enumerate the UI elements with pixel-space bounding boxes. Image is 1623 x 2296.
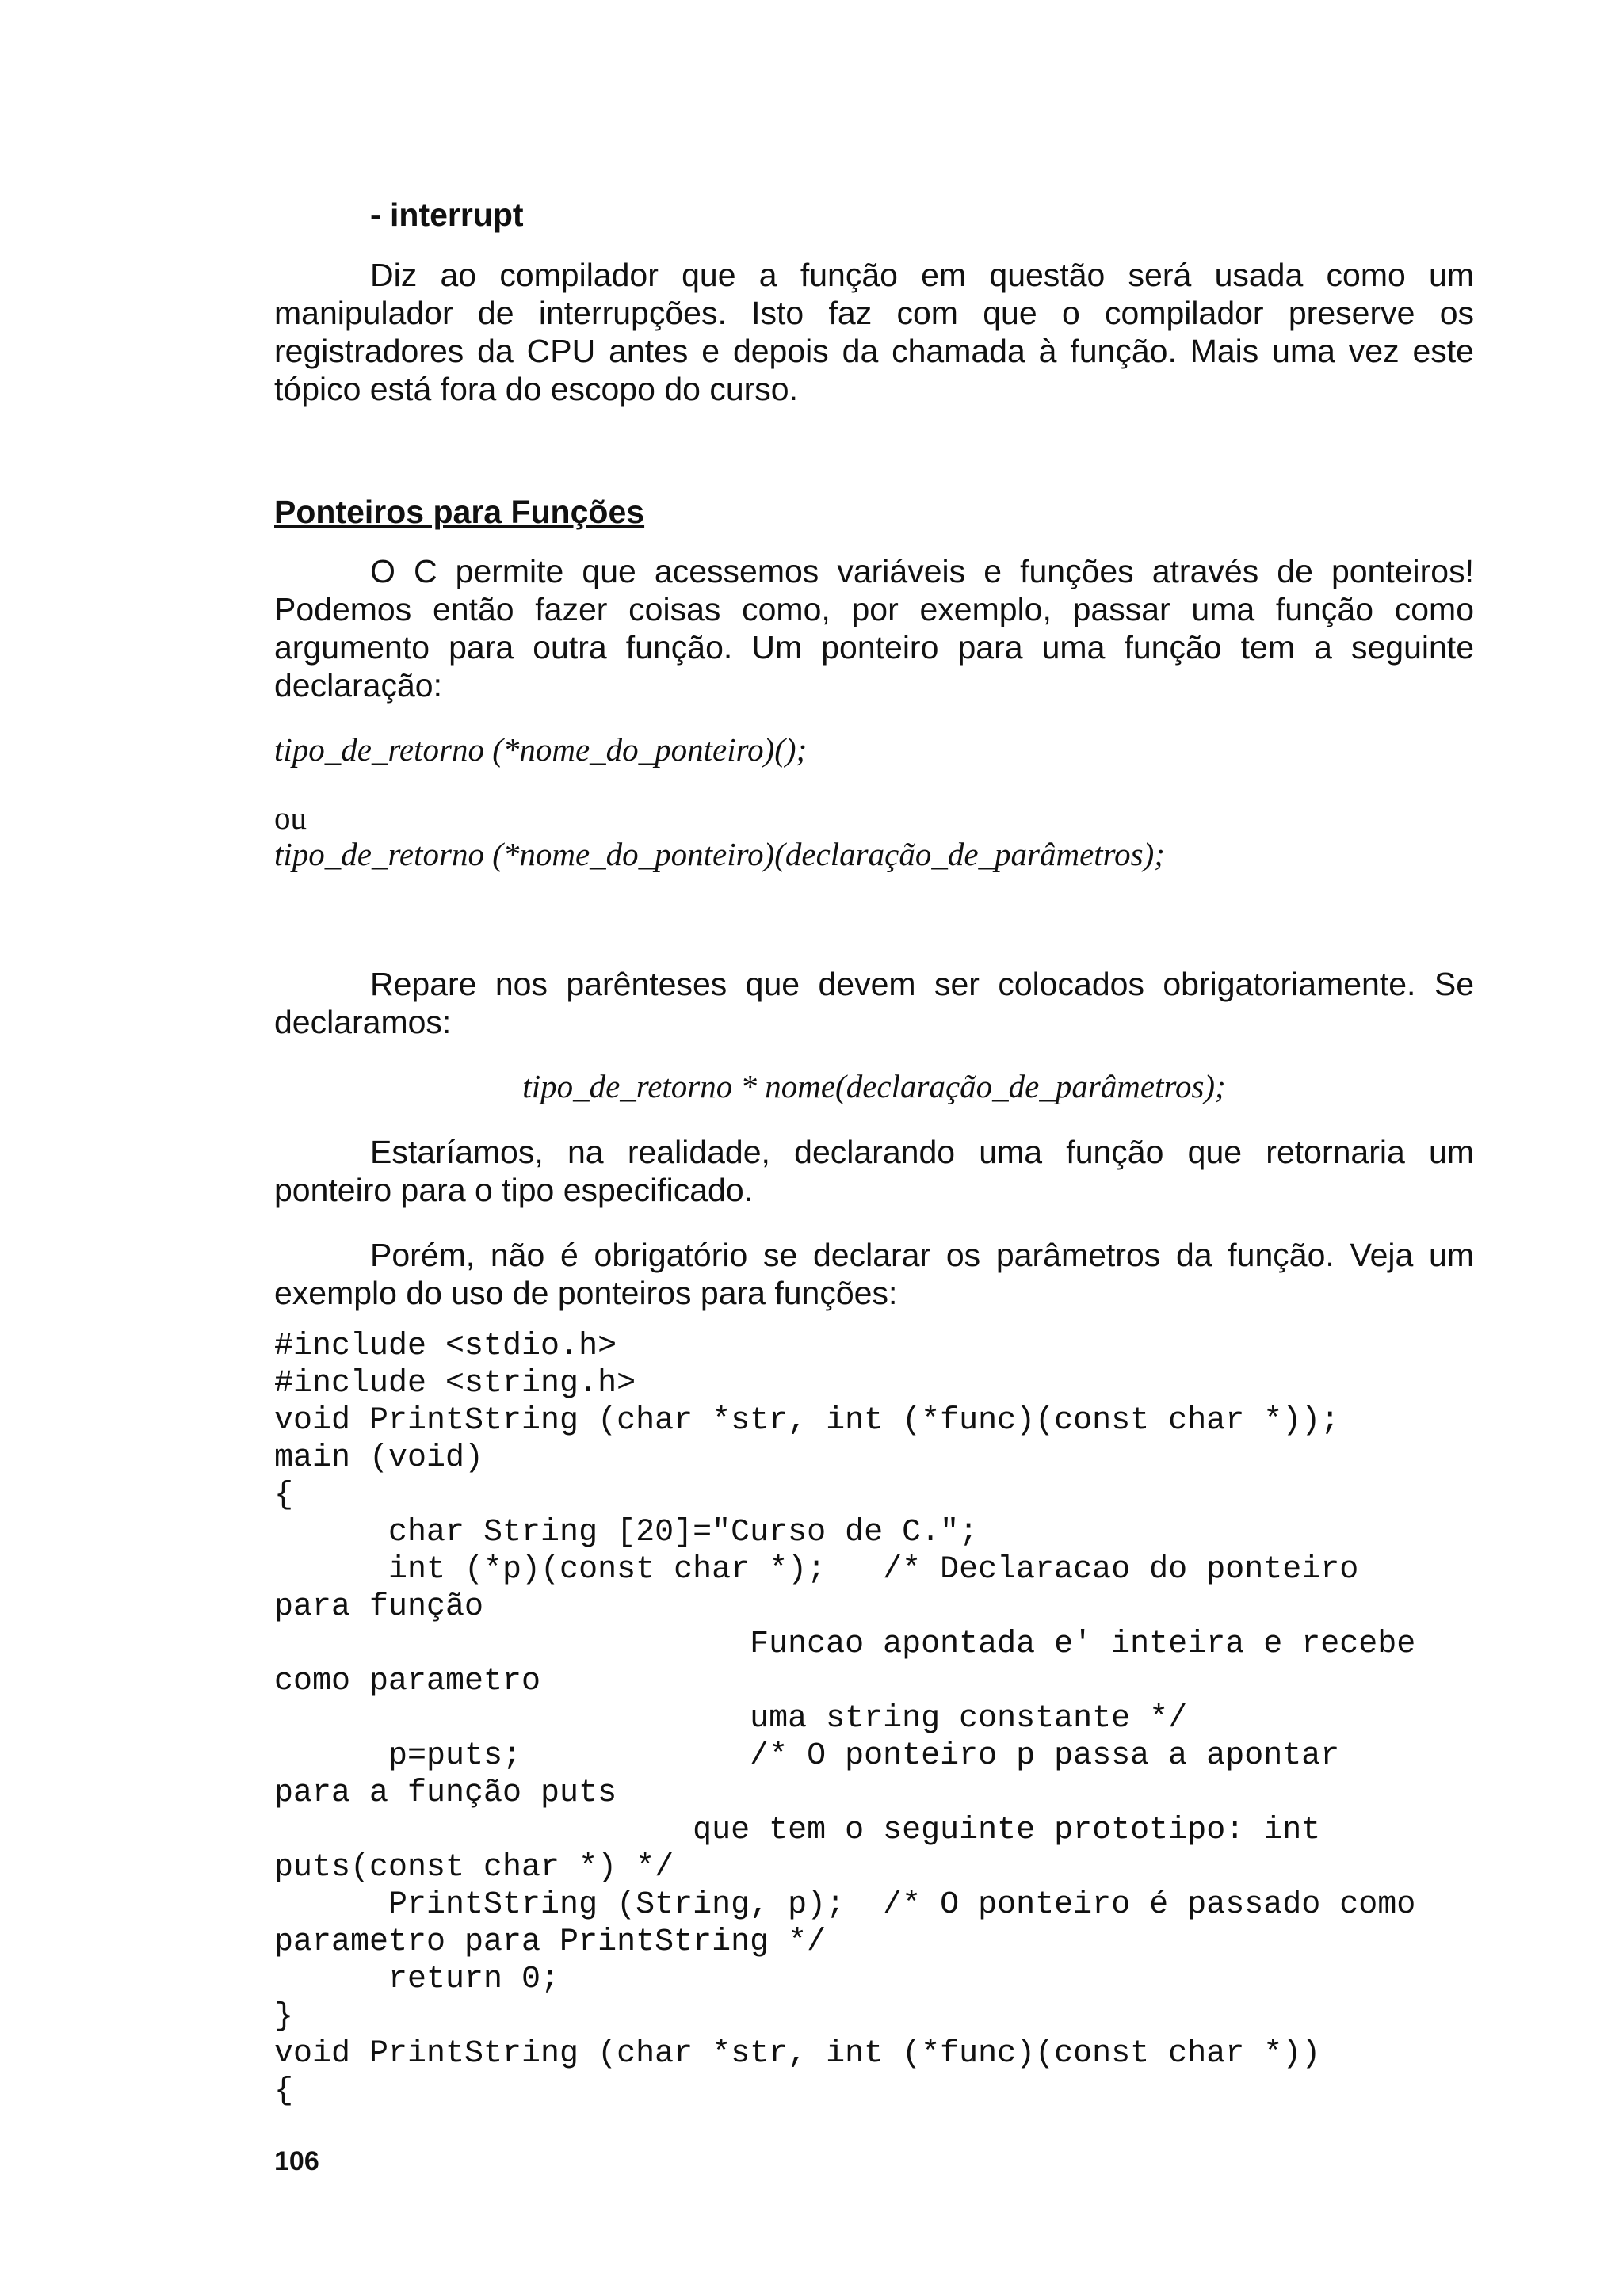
paragraph-line: declaração: — [274, 667, 442, 704]
paragraph-line: Diz ao compilador que a função em questão será usada como um — [370, 257, 1474, 293]
paragraph-line: exemplo do uso de ponteiros para funções: — [274, 1275, 898, 1311]
paragraph-line: ponteiro para o tipo especificado. — [274, 1172, 754, 1208]
paragraph-line: Repare nos parênteses que devem ser colocados obrigatoriamente. Se — [370, 966, 1474, 1002]
declaration-with-parameters: tipo_de_retorno (*nome_do_ponteiro)(declaração_de_parâmetros); — [274, 836, 1165, 872]
or-text: ou — [274, 799, 307, 836]
interrupt-paragraph — [274, 256, 1474, 294]
paragraph-line: argumento para outra função. Um ponteiro para uma função tem a seguinte — [274, 629, 1474, 666]
interrupt-heading: - interrupt — [370, 196, 524, 233]
declaration-without-parameters: tipo_de_retorno (*nome_do_ponteiro)(); — [274, 731, 808, 768]
parentheses-paragraph — [274, 965, 1474, 1041]
section-heading-text: Ponteiros para Funções — [274, 494, 645, 530]
interrupt-paragraph-continued — [274, 294, 1474, 408]
paragraph-line: declaramos: — [274, 1004, 452, 1040]
result-paragraph — [274, 1133, 1474, 1209]
paragraph-line: Estaríamos, na realidade, declarando uma função que retornaria um — [370, 1134, 1474, 1170]
page-number: 106 — [274, 2146, 319, 2176]
example-paragraph — [274, 1236, 1474, 1312]
paragraph-line: manipulador de interrupções. Isto faz com que o compilador preserve os — [274, 295, 1474, 331]
paragraph-line: O C permite que acessemos variáveis e funções através de ponteiros! — [370, 553, 1474, 589]
code-example: #include <stdio.h> #include <string.h> void PrintString (char *str, int (*func)(const char *)); main (void) { char String [20]="Curso de C."; int (*p)(const char *); /* Declaracao do ponteiro para função Funcao apontada e' inteira e recebe como parametro uma string constante */ p=puts; /* O ponteiro p passa a apontar para a função puts que tem o seguinte prototipo: int puts(const char *) */ PrintString (String, p); /* O ponteiro é passado como parametro para PrintString */ return 0; } void PrintString (char *str, int (*func)(const char *)) { — [274, 1329, 1416, 2109]
paragraph-line: Porém, não é obrigatório se declarar os parâmetros da função. Veja um — [370, 1237, 1474, 1273]
paragraph-line: registradores da CPU antes e depois da chamada à função. Mais uma vez este — [274, 333, 1474, 369]
section-heading — [274, 493, 1474, 531]
paragraph-line: tópico está fora do escopo do curso. — [274, 371, 798, 407]
intro-paragraph — [274, 552, 1474, 704]
paragraph-line: Podemos então fazer coisas como, por exemplo, passar uma função como — [274, 591, 1474, 627]
function-returning-pointer-declaration: tipo_de_retorno * nome(declaração_de_parâmetros); — [522, 1068, 1226, 1104]
